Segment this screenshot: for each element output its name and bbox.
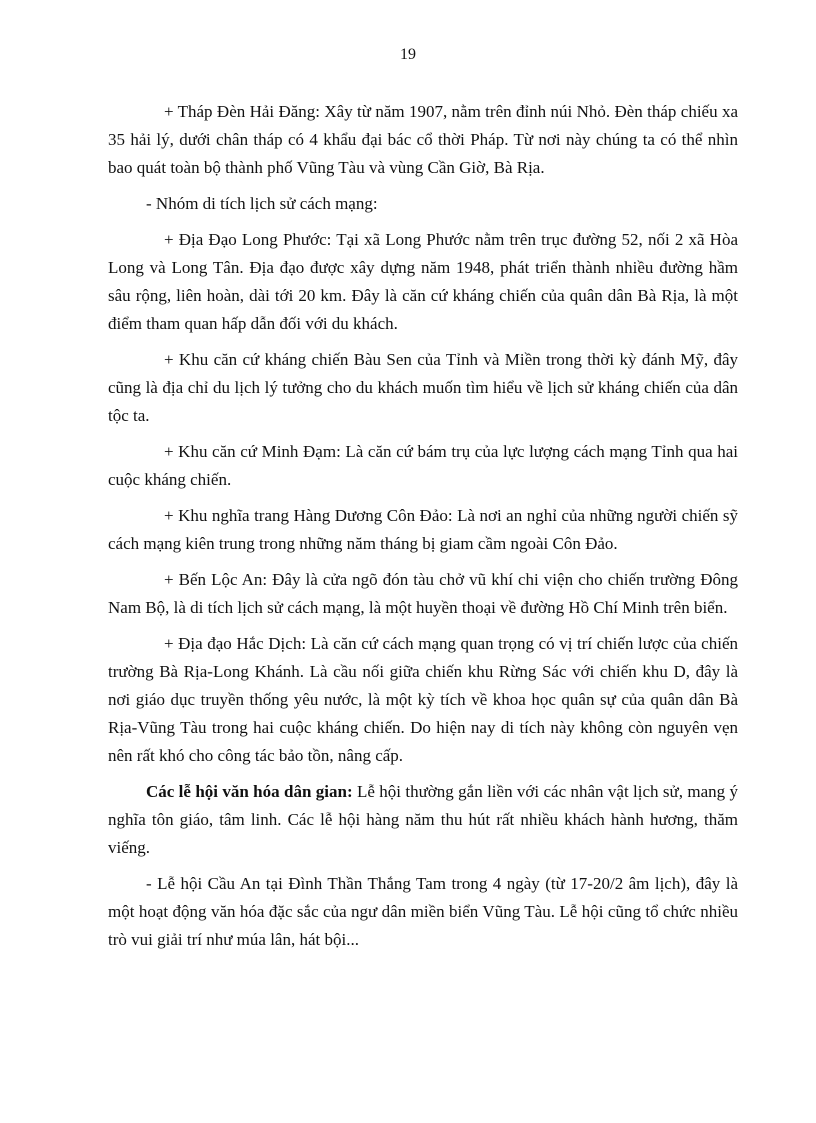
- paragraph-revolutionary-sites-heading: - Nhóm di tích lịch sử cách mạng:: [146, 194, 378, 213]
- folk-festivals-text: Lễ hội thường gắn liền với các nhân vật lịch sử, mang ý nghĩa tôn giáo, tâm linh. Các lễ hội hàng năm thu hút rất nhiều khách hành hương, thăm viếng.: [108, 782, 738, 857]
- paragraph-hang-duong-cemetery: + Khu nghĩa trang Hàng Dương Côn Đảo: Là nơi an nghỉ của những người chiến sỹ cách mạng kiên trung trong những năm tháng bị giam cầm ngoài Côn Đảo.: [108, 506, 738, 553]
- paragraph-lighthouse: + Tháp Đèn Hải Đăng: Xây từ năm 1907, nằm trên đỉnh núi Nhỏ. Đèn tháp chiếu xa 35 hải lý, dưới chân tháp có 4 khẩu đại bác cổ thời Pháp. Từ nơi này chúng ta có thể nhìn bao quát toàn bộ thành phố Vũng Tàu và vùng Cần Giờ, Bà Rịa.: [108, 102, 738, 177]
- paragraph-long-phuoc-tunnels: + Địa Đạo Long Phước: Tại xã Long Phước nằm trên trục đường 52, nối 2 xã Hòa Long và Long Tân. Địa đạo được xây dựng năm 1948, phát triển thành nhiều đường hầm sâu rộng, liên hoàn, dài tới 20 km. Đây là căn cứ kháng chiến của quân dân Bà Rịa, là một điểm tham quan hấp dẫn đối với du khách.: [108, 230, 738, 333]
- paragraph-cau-an-festival: - Lễ hội Cầu An tại Đình Thần Thắng Tam trong 4 ngày (từ 17-20/2 âm lịch), đây là một hoạt động văn hóa đặc sắc của ngư dân miền biển Vũng Tàu. Lễ hội cũng tổ chức nhiều trò vui giải trí như múa lân, hát bội...: [108, 874, 738, 949]
- paragraph-hac-dich-tunnels: + Địa đạo Hắc Dịch: Là căn cứ cách mạng quan trọng có vị trí chiến lược của chiến trường Bà Rịa-Long Khánh. Là cầu nối giữa chiến khu Rừng Sác với chiến khu D, đây là nơi giáo dục truyền thống yêu nước, là một kỳ tích về khoa học quân sự của quân dân Bà Rịa-Vũng Tàu trong hai cuộc kháng chiến. Do hiện nay di tích này không còn nguyên vẹn nên rất khó cho công tác bảo tồn, nâng cấp.: [108, 634, 738, 765]
- paragraph-minh-dam-base: + Khu căn cứ Minh Đạm: Là căn cứ bám trụ của lực lượng cách mạng Tỉnh qua hai cuộc kháng chiến.: [108, 442, 738, 489]
- paragraph-bau-sen-base: + Khu căn cứ kháng chiến Bàu Sen của Tỉnh và Miền trong thời kỳ đánh Mỹ, đây cũng là địa chỉ du lịch lý tưởng cho du khách muốn tìm hiểu về lịch sử kháng chiến của dân tộc ta.: [108, 350, 738, 425]
- document-body: [108, 98, 738, 962]
- folk-festivals-heading: Các lễ hội văn hóa dân gian:: [146, 782, 353, 801]
- paragraph-folk-festivals: [108, 778, 738, 862]
- paragraph-loc-an-wharf: + Bến Lộc An: Đây là cửa ngõ đón tàu chở vũ khí chi viện cho chiến trường Đông Nam Bộ, là di tích lịch sử cách mạng, là một huyền thoại về đường Hồ Chí Minh trên biển.: [108, 570, 738, 617]
- page-number: 19: [400, 46, 416, 63]
